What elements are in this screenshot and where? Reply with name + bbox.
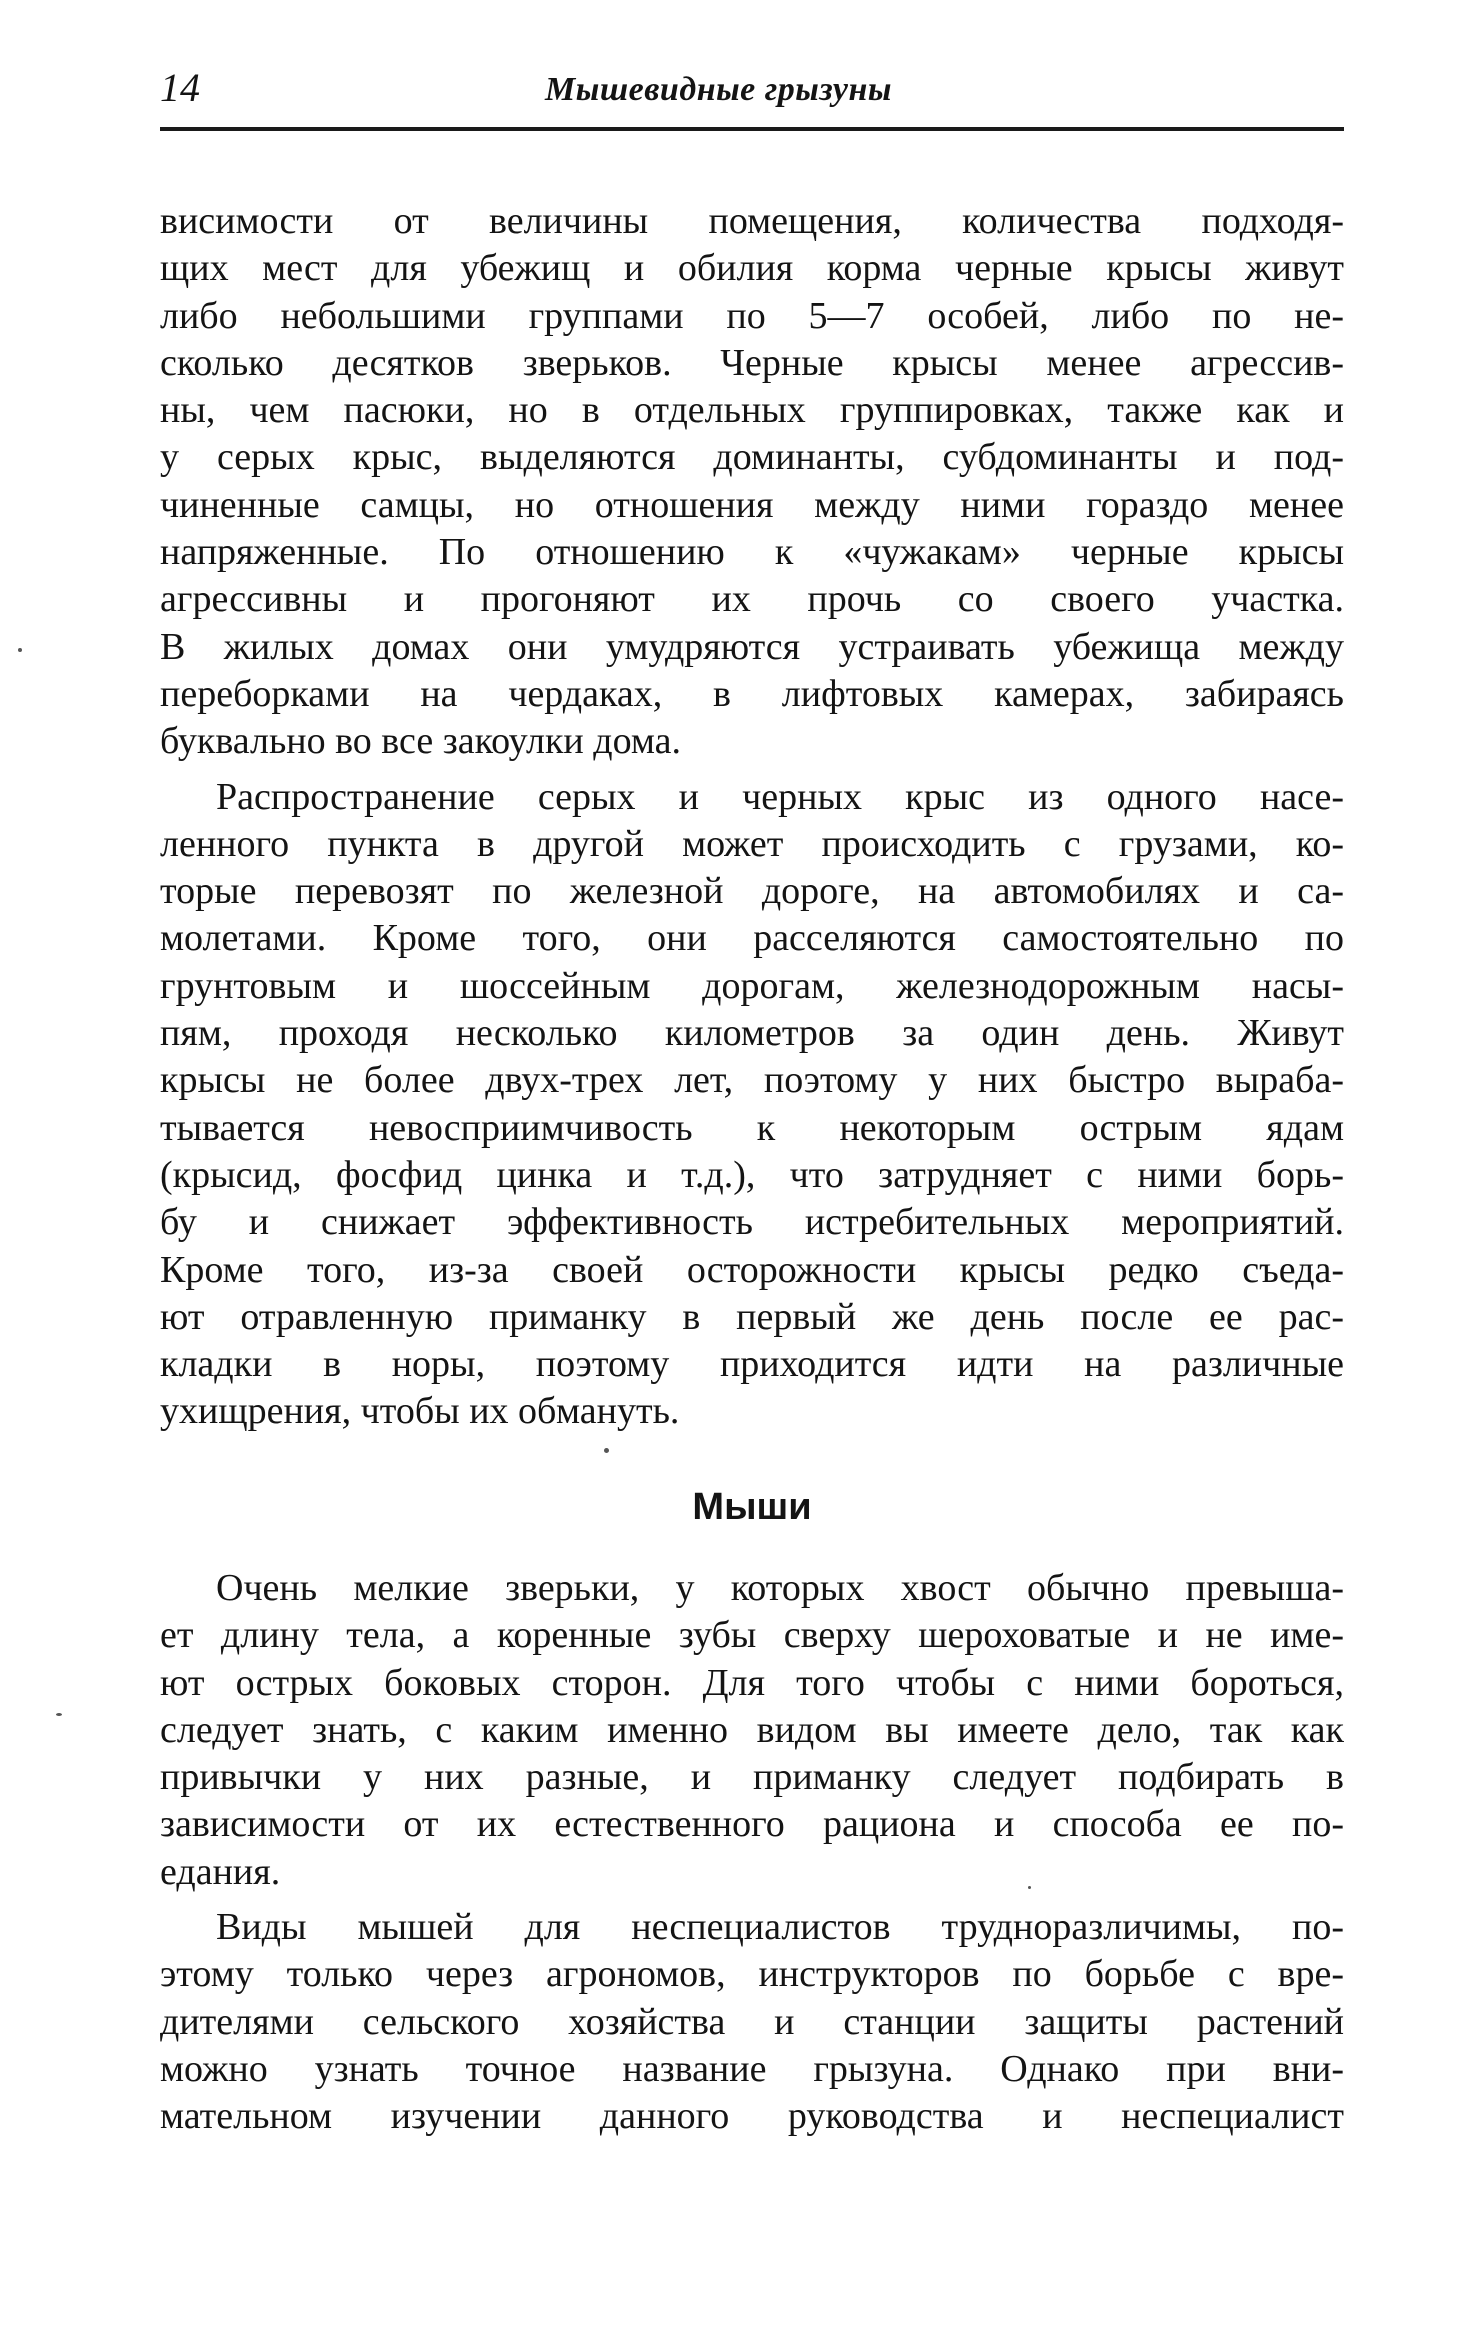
- text-line: дителями сельского хозяйства и станции защиты растений: [160, 2000, 1344, 2043]
- text-line: щих мест для убежищ и обилия корма черные крысы живут: [160, 247, 1344, 290]
- scan-speck: [56, 1713, 62, 1716]
- text-line: грунтовым и шоссейным дорогам, железнодорожным насы-: [160, 964, 1344, 1007]
- paragraph: [160, 1565, 1344, 1896]
- text-line: тывается невосприимчивость к некоторым острым ядам: [160, 1106, 1344, 1149]
- text-line: едания.: [160, 1850, 281, 1893]
- text-line: переборками на чердаках, в лифтовых камерах, забираясь: [160, 672, 1344, 715]
- scan-speck: [18, 648, 22, 652]
- text-line: напряженные. По отношению к «чужакам» черные крысы: [160, 531, 1344, 574]
- text-line: ют отравленную приманку в первый же день после ее рас-: [160, 1295, 1344, 1338]
- text-line: (крысид, фосфид цинка и т.д.), что затрудняет с ними борь-: [160, 1153, 1344, 1196]
- text-line: мательном изучении данного руководства и неспециалист: [160, 2095, 1344, 2138]
- paragraph: [160, 774, 1344, 1436]
- text-line: сколько десятков зверьков. Черные крысы менее агрессив-: [160, 341, 1344, 384]
- text-line: бу и снижает эффективность истребительных мероприятий.: [160, 1201, 1344, 1244]
- text-line: крысы не более двух-трех лет, поэтому у них быстро выраба-: [160, 1059, 1344, 1102]
- text-line: Виды мышей для неспециалистов трудноразличимы, по-: [216, 1906, 1344, 1949]
- text-line: привычки у них разные, и приманку следует подбирать в: [160, 1756, 1344, 1799]
- page-number: 14: [160, 65, 200, 110]
- header-rule: [160, 127, 1344, 131]
- text-line: либо небольшими группами по 5—7 особей, либо по не-: [160, 294, 1344, 337]
- text-line: ленного пункта в другой может происходить с грузами, ко-: [160, 822, 1344, 865]
- text-line: Кроме того, из-за своей осторожности крысы редко съеда-: [160, 1248, 1344, 1291]
- text-line: висимости от величины помещения, количества подходя-: [160, 200, 1344, 242]
- section-mice-text: [160, 1565, 1344, 2141]
- text-line: можно узнать точное название грызуна. Однако при вни-: [160, 2047, 1344, 2090]
- running-head: [160, 58, 1344, 118]
- text-line: В жилых домах они умудряются устраивать убежища между: [160, 625, 1344, 668]
- scan-speck: [604, 1448, 609, 1453]
- text-line: у серых крыс, выделяются доминанты, субдоминанты и под-: [160, 436, 1344, 479]
- text-line: кладки в норы, поэтому приходится идти на различные: [160, 1343, 1344, 1386]
- text-line: Очень мелкие зверьки, у которых хвост обычно превыша-: [216, 1567, 1344, 1609]
- text-line: следует знать, с каким именно видом вы имеете дело, так как: [160, 1708, 1344, 1751]
- text-line: ухищрения, чтобы их обмануть.: [160, 1390, 680, 1433]
- text-line: торые перевозят по железной дороге, на автомобилях и са-: [160, 870, 1344, 913]
- text-line: этому только через агрономов, инструкторов по борьбе с вре-: [160, 1953, 1344, 1996]
- section-rats-text: [160, 198, 1344, 1436]
- section-heading-mice: Мыши: [692, 1486, 812, 1528]
- book-page: [160, 0, 1344, 2329]
- text-line: ет длину тела, а коренные зубы сверху шероховатые и не име-: [160, 1614, 1344, 1657]
- text-line: буквально во все закоулки дома.: [160, 720, 682, 763]
- paragraph: [160, 1904, 1344, 2140]
- text-line: ны, чем пасюки, но в отдельных группировках, также как и: [160, 389, 1344, 432]
- text-line: ют острых боковых сторон. Для того чтобы с ними бороться,: [160, 1661, 1344, 1704]
- text-line: пям, проходя несколько километров за один день. Живут: [160, 1012, 1344, 1055]
- running-title: Мышевидные грызуны: [545, 71, 892, 108]
- scan-speck: [1028, 1886, 1031, 1889]
- paragraph: [160, 198, 1344, 766]
- text-line: чиненные самцы, но отношения между ними гораздо менее: [160, 483, 1344, 526]
- text-line: Распространение серых и черных крыс из одного насе-: [216, 775, 1344, 818]
- text-line: агрессивны и прогоняют их прочь со своего участка.: [160, 578, 1344, 621]
- text-line: молетами. Кроме того, они расселяются самостоятельно по: [160, 917, 1344, 960]
- text-line: зависимости от их естественного рациона и способа ее по-: [160, 1803, 1344, 1846]
